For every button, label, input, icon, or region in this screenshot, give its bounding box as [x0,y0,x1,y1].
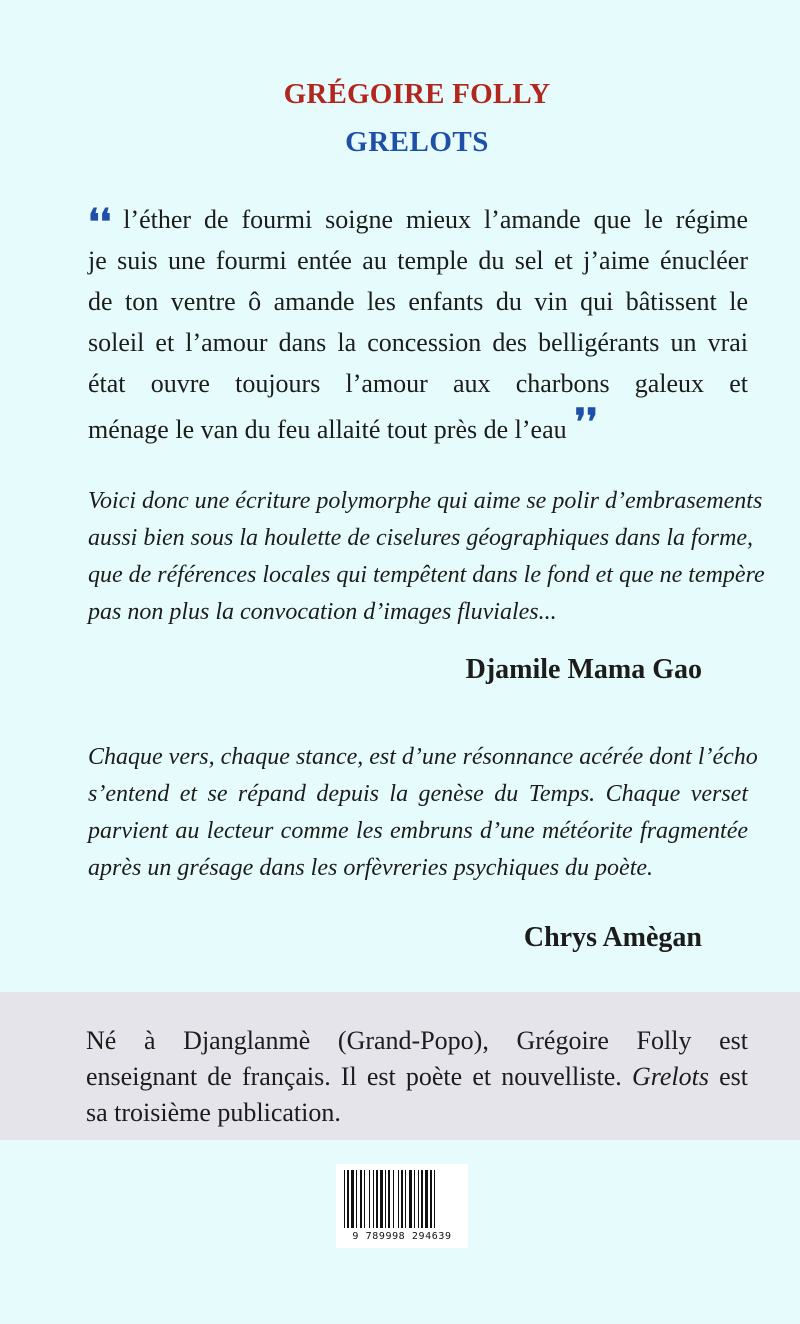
poem-line: ❛❛ l’éther de fourmi soigne mieux l’amande que le régime [88,202,748,242]
review-author: Djamile Mama Gao [465,654,702,685]
barcode-bar [356,1170,357,1228]
review-text [88,483,765,631]
poem-line: état ouvre toujours l’amour aux charbons galeux et [88,369,748,398]
review-author: Chrys Amègan [523,922,702,953]
poem-line: je suis une fourmi entée au temple du sel et j’aime énucléer [88,246,748,275]
review-text [88,739,758,887]
author-bio [86,1023,748,1131]
barcode-bar [401,1170,403,1228]
review-line: s’entend et se répand depuis la genèse du Temps. Chaque verset [88,781,748,807]
review-line: parvient au lecteur comme les embruns d’une météorite fragmentée [88,818,748,844]
review-line: que de références locales qui tempêtent dans le fond et que ne tempère [88,562,765,588]
barcode-bar [364,1170,365,1228]
open-quote-icon: ❛❛ [88,202,112,242]
book-title-italic: Grelots [631,1062,709,1091]
barcode [336,1164,468,1248]
barcode-bar [376,1170,378,1228]
barcode-bar [414,1170,415,1228]
barcode-bar [360,1170,362,1228]
poem-excerpt [88,199,748,445]
barcode-bars-icon [342,1170,462,1230]
review-line: pas non plus la convocation d’images fluviales... [88,599,557,625]
barcode-bar [380,1170,383,1228]
poem-line: soleil et l’amour dans la concession des belligérants un vrai [88,328,748,357]
barcode-bar [409,1170,412,1228]
barcode-bar [344,1170,345,1228]
review-line: Voici donc une écriture polymorphe qui aime se polir d’embrasements [88,488,763,514]
review-line: Chaque vers, chaque stance, est d’une résonnance acérée dont l’écho [88,744,758,770]
poem-line: ménage le van du feu allaité tout près de l’eau ❜❜ [88,402,598,444]
barcode-bar [385,1170,386,1228]
close-quote-icon: ❜❜ [574,402,598,442]
bio-line: sa troisième publication. [86,1098,341,1127]
barcode-bar [405,1170,406,1228]
barcode-bar [388,1170,390,1228]
barcode-bar [418,1170,419,1228]
author-name: GRÉGOIRE FOLLY [283,78,551,110]
bio-line: Né à Djanglanmè (Grand-Popo), Grégoire Folly est [86,1026,748,1055]
barcode-bar [425,1170,428,1228]
barcode-bar [430,1170,432,1228]
barcode-bar [434,1170,435,1228]
isbn-number: 9 789998 294639 [352,1231,452,1242]
barcode-bar [347,1170,349,1228]
bio-line: enseignant de français. Il est poète et nouvelliste. Grelots est [86,1062,748,1091]
barcode-bar [393,1170,394,1228]
book-title: GRELOTS [345,126,489,158]
review-line: aussi bien sous la houlette de ciselures géographiques dans la forme, [88,525,754,551]
barcode-bar [421,1170,423,1228]
review-line: après un grésage dans les orfèvreries psychiques du poète. [88,855,654,881]
poem-line: de ton ventre ô amande les enfants du vin qui bâtissent le [88,287,748,316]
barcode-bar [398,1170,399,1228]
barcode-bar [369,1170,370,1228]
barcode-bar [351,1170,354,1228]
barcode-bar [373,1170,374,1228]
